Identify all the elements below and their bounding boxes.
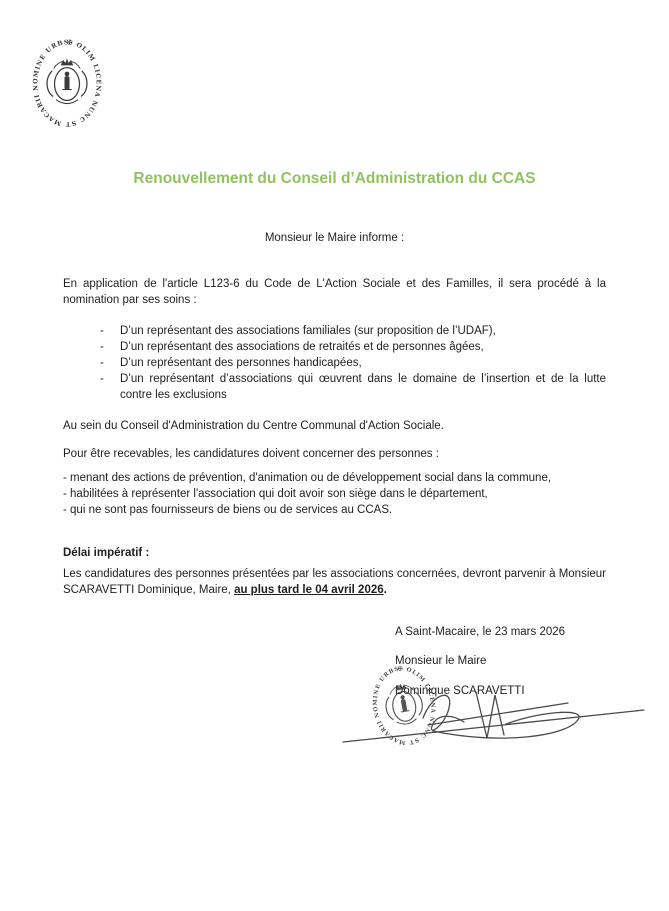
list-item-text: D’un représentant des associations de retraités et de personnes âgées, — [120, 341, 484, 353]
list-item — [63, 323, 606, 339]
condition-item: - menant des actions de prévention, d'animation ou de développement social dans la commune, — [63, 472, 552, 484]
deadline-paragraph — [63, 566, 606, 598]
list-item — [63, 339, 606, 355]
list-item-text: D’un représentant des personnes handicapées, — [120, 357, 362, 369]
signatory-name: Dominique SCARAVETTI — [395, 685, 525, 697]
paragraph-eligibility-intro: Pour être recevables, les candidatures doivent concerner des personnes : — [63, 448, 439, 460]
deadline-period: . — [383, 584, 387, 596]
bullet-dash: - — [100, 325, 104, 337]
deadline-text: Les candidatures des personnes présentées par les associations concernées, devront parvenir à Monsieur SCARAVETTI Dominique, Maire, — [63, 568, 606, 596]
bullet-dash: - — [100, 341, 104, 353]
place-and-date: A Saint-Macaire, le 23 mars 2026 — [395, 626, 566, 638]
representatives-list — [63, 323, 606, 403]
condition-item: - habilitées à représenter l'association qui doit avoir son siège dans le département, — [63, 488, 488, 500]
list-item — [63, 371, 606, 403]
deadline-date: au plus tard le 04 avril 2026 — [234, 584, 384, 596]
paragraph-council: Au sein du Conseil d'Administration du Centre Communal d'Action Sociale. — [63, 420, 444, 432]
eligibility-conditions-list — [63, 470, 606, 518]
signatory-title: Monsieur le Maire — [395, 655, 487, 667]
municipal-seal-logo — [28, 34, 106, 131]
bullet-dash: - — [100, 373, 104, 385]
list-item-text: D’un représentant d’associations qui œuvrent dans le domaine de l’insertion et de la lutte contre les exclusions — [120, 373, 606, 401]
intro-line: Monsieur le Maire informe : — [264, 232, 405, 244]
bullet-dash: - — [100, 357, 104, 369]
list-item-text: D’un représentant des associations familiales (sur proposition de l’UDAF), — [120, 325, 496, 337]
page-title: Renouvellement du Conseil d’Administration du CCAS — [133, 170, 536, 187]
list-item — [63, 355, 606, 371]
deadline-heading: Délai impératif : — [63, 547, 150, 559]
signature-scrawl — [338, 686, 650, 748]
condition-item: - qui ne sont pas fournisseurs de biens ou de services au CCAS. — [63, 504, 393, 516]
paragraph-legal-basis: En application de l'article L123-6 du Code de L'Action Sociale et des Familles, il sera procédé à la nomination par ses soins : — [63, 278, 606, 306]
